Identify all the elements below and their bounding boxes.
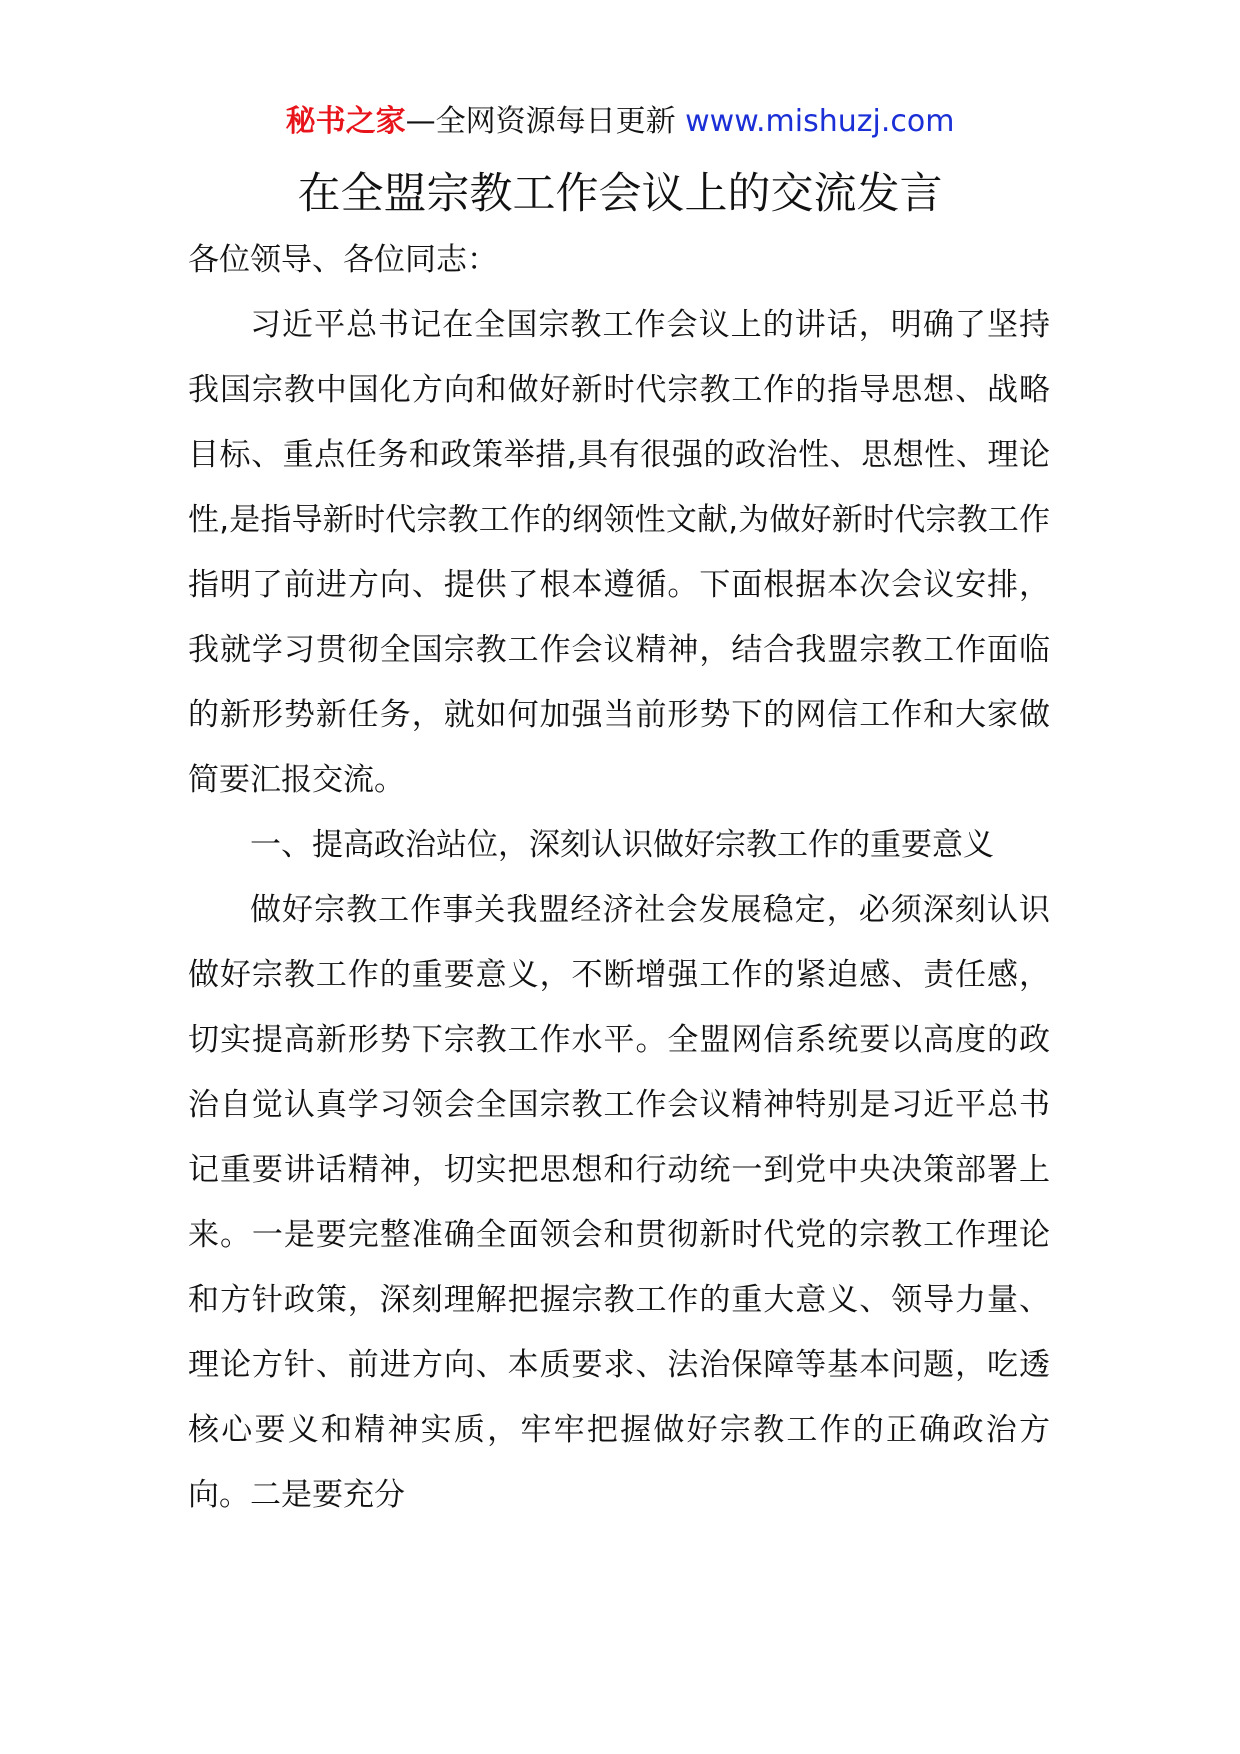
section-heading: 一、提高政治站位，深刻认识做好宗教工作的重要意义: [250, 827, 994, 863]
salutation: 各位领导、各位同志：: [188, 242, 498, 278]
brand-name: 秘书之家: [285, 104, 406, 139]
body-paragraph: 习近平总书记在全国宗教工作会议上的讲话，明确了坚持我国宗教中国化方向和做好新时代宗教工作的指导思想、战略目标、重点任务和政策举措,具有很强的政治性、思想性、理论性,是指导新时代宗教工作的纲领性文献,为做好新时代宗教工作指明了前进方向、提供了根本遵循。下面根据本次会议安排，我就学习贯彻全国宗教工作会议精神，结合我盟宗教工作面临的新形势新任务，就如何加强当前形势下的网信工作和大家做简要汇报交流。: [188, 307, 1050, 798]
banner-slogan: —全网资源每日更新: [405, 104, 686, 139]
site-banner: [0, 100, 1240, 144]
body-paragraph: 做好宗教工作事关我盟经济社会发展稳定，必须深刻认识做好宗教工作的重要意义，不断增强工作的紧迫感、责任感，切实提高新形势下宗教工作水平。全盟网信系统要以高度的政治自觉认真学习领会全国宗教工作会议精神特别是习近平总书记重要讲话精神，切实把思想和行动统一到党中央决策部署上来。一是要完整准确全面领会和贯彻新时代党的宗教工作理论和方针政策，深刻理解把握宗教工作的重大意义、领导力量、理论方针、前进方向、本质要求、法治保障等基本问题，吃透核心要义和精神实质，牢牢把握做好宗教工作的正确政治方向。二是要充分: [188, 892, 1050, 1513]
document-body: [188, 228, 1050, 1528]
site-url-link[interactable]: www.mishuzj.com: [685, 104, 955, 139]
document-title: 在全盟宗教工作会议上的交流发言: [297, 169, 943, 219]
